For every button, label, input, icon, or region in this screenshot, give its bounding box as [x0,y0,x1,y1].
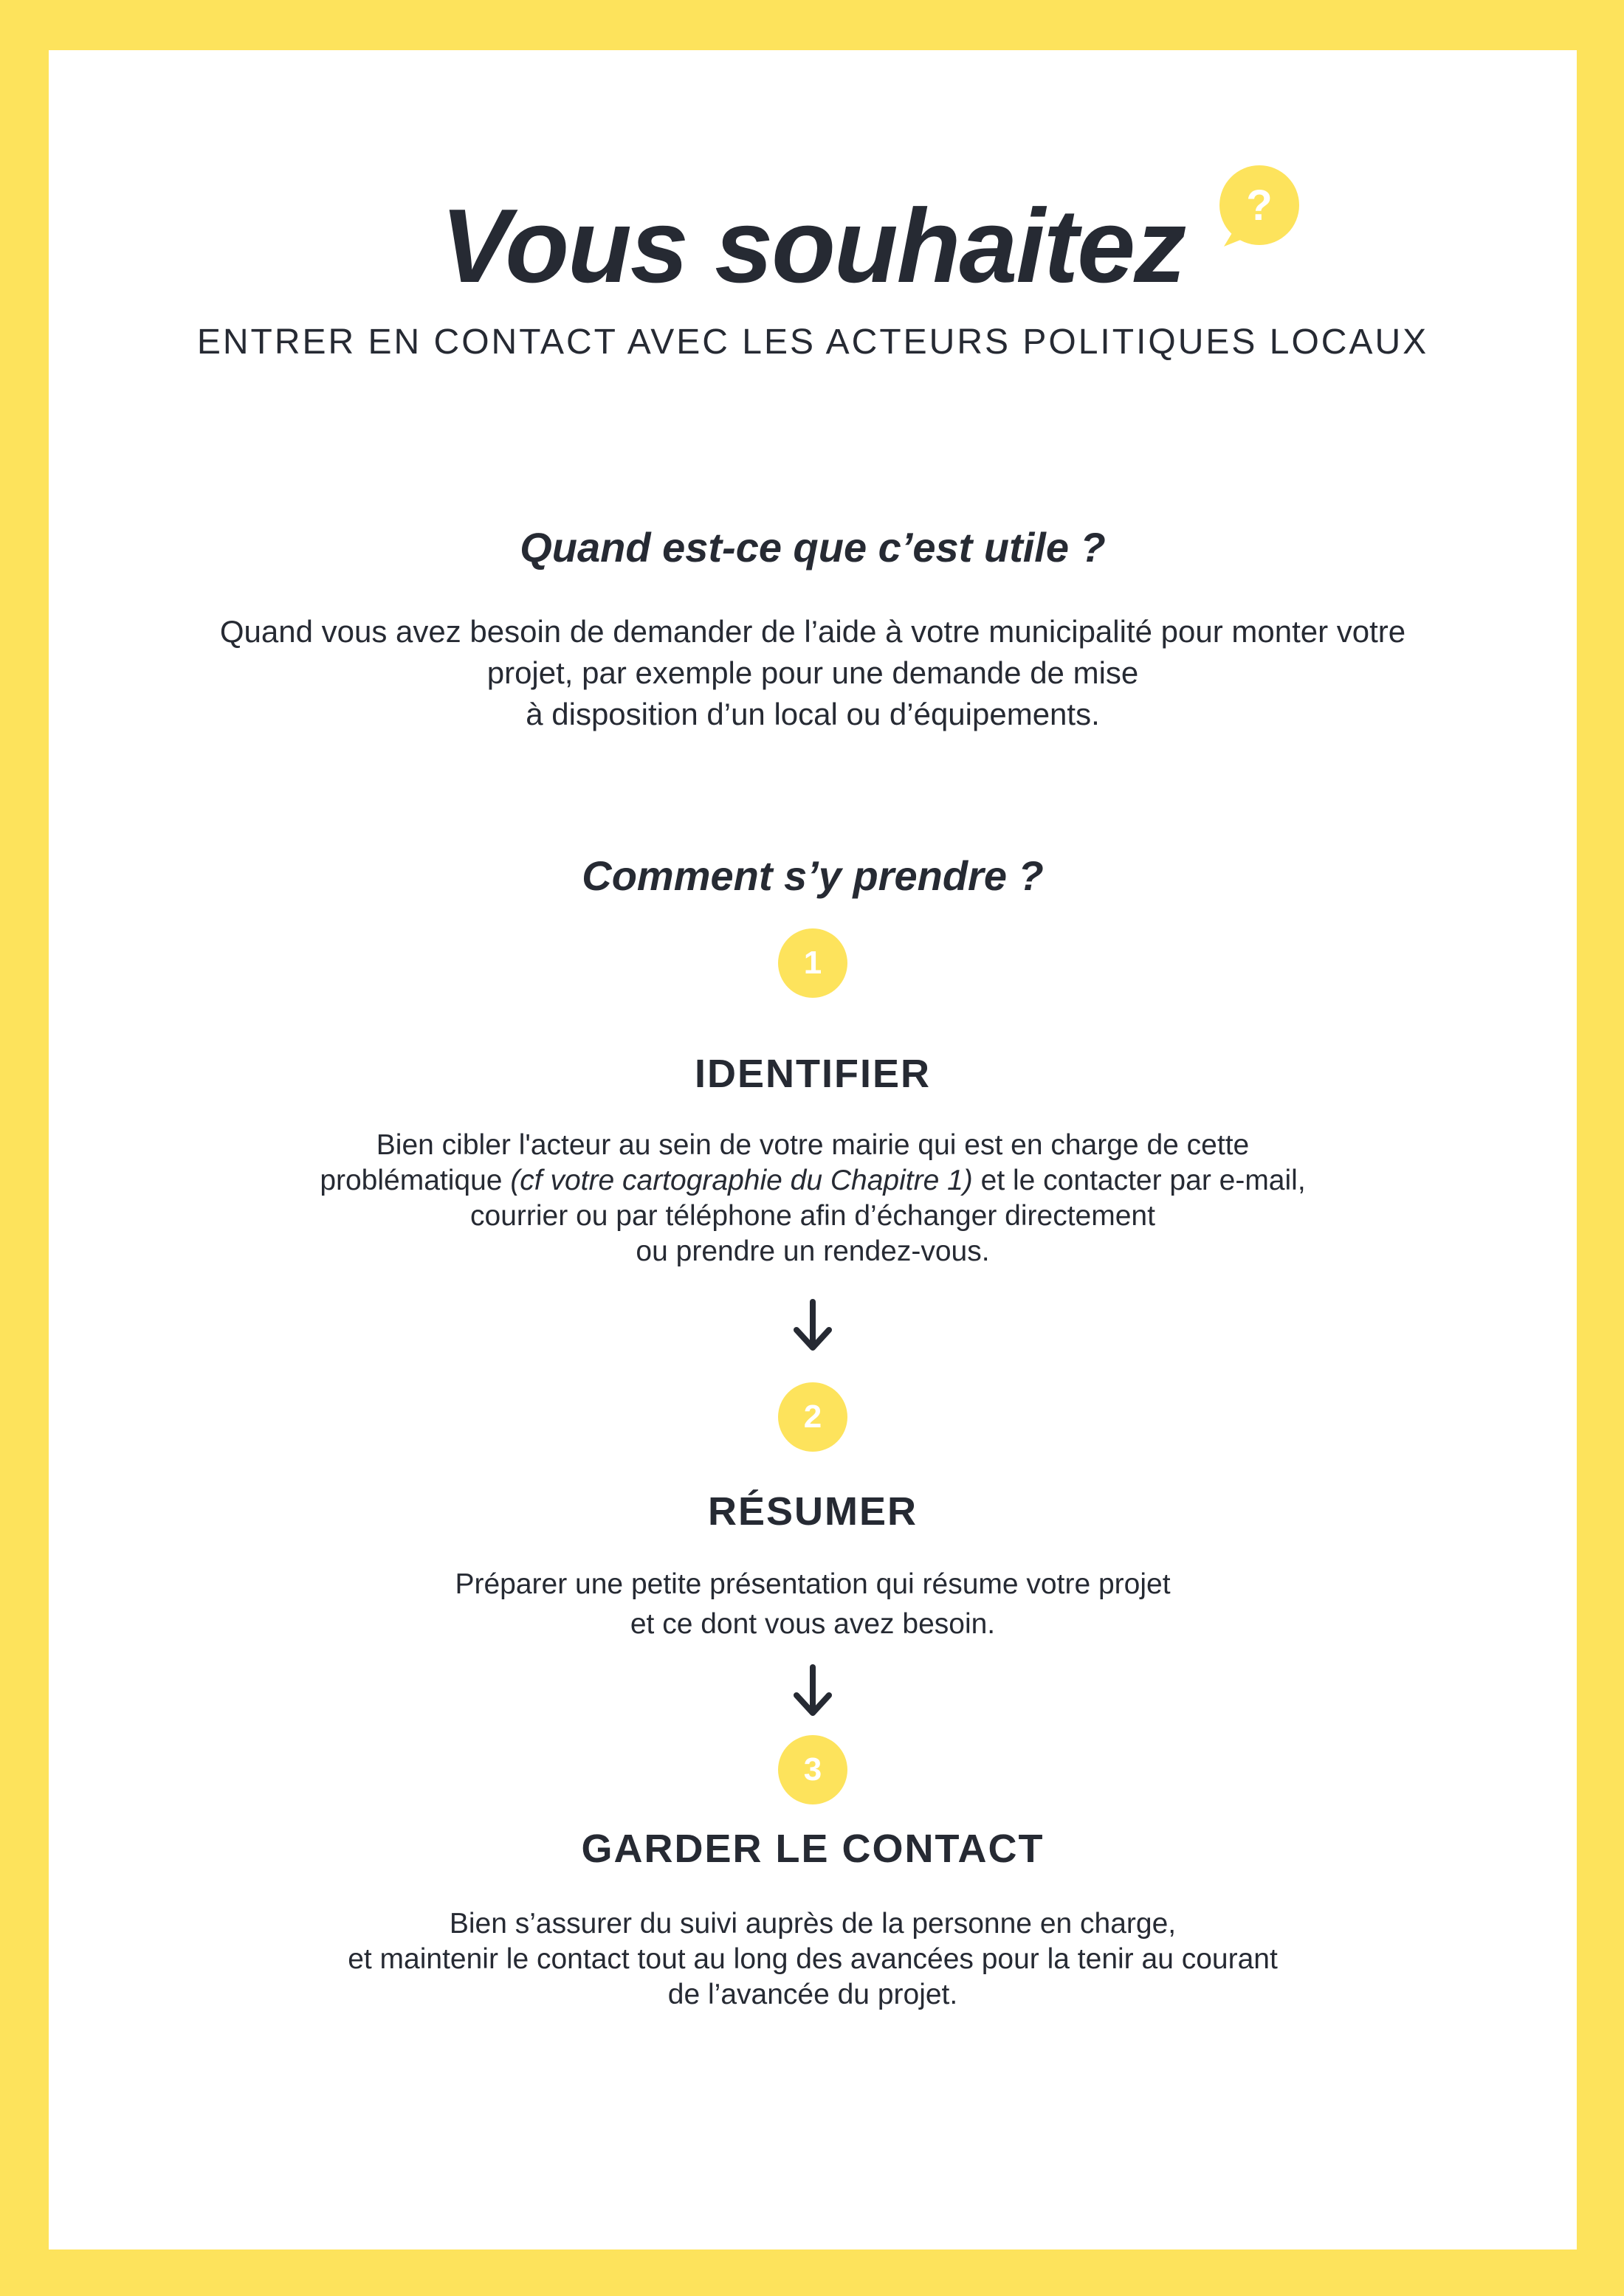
arrow-down-icon [791,1663,835,1720]
when-body [49,611,1577,735]
step-3-body [49,1906,1577,2013]
step-3-badge: 3 [778,1735,847,1804]
step-3-title: GARDER LE CONTACT [581,1827,1045,1871]
when-heading: Quand est-ce que c’est utile ? [520,524,1106,570]
bubble-glyph: ? [1246,182,1273,230]
document-page [49,50,1577,2250]
step-1-title: IDENTIFIER [694,1052,931,1096]
when-line: à disposition d’un local ou d’équipements. [526,697,1100,731]
page-title: Vous souhaitez [440,187,1186,305]
step-1-body [49,1128,1577,1269]
step-1-line [49,1163,1577,1199]
when-line: Quand vous avez besoin de demander de l’aide à votre municipalité pour monter votre [219,614,1406,649]
step-2-line: Préparer une petite présentation qui résume votre projet [455,1568,1171,1600]
step-2-line: et ce dont vous avez besoin. [630,1608,996,1640]
chapter-reference: (cf votre cartographie du Chapitre 1) [510,1165,973,1196]
step-2-body [49,1565,1577,1644]
arrow-down-icon [791,1297,835,1355]
step-1-badge: 1 [778,928,847,998]
how-heading: Comment s’y prendre ? [582,852,1044,899]
step-2-title: RÉSUMER [707,1489,918,1534]
step-2-badge: 2 [778,1382,847,1452]
step-1-text: et le contacter par e-mail, [972,1165,1306,1196]
step-1-text: problématique [320,1165,511,1196]
step-1-line: Bien cibler l'acteur au sein de votre mairie qui est en charge de cette [376,1129,1250,1161]
page-subtitle: ENTRER EN CONTACT AVEC LES ACTEURS POLITIQUES LOCAUX [196,323,1429,362]
step-1-line: courrier ou par téléphone afin d’échanger directement [470,1200,1155,1232]
question-bubble-icon [1217,164,1302,249]
step-3-line: et maintenir le contact tout au long des avancées pour la tenir au courant [348,1943,1278,1975]
when-line: projet, par exemple pour une demande de mise [486,655,1139,690]
step-3-line: de l’avancée du projet. [667,1979,958,2010]
step-3-line: Bien s’assurer du suivi auprès de la personne en charge, [449,1908,1177,1940]
step-1-line: ou prendre un rendez-vous. [636,1235,990,1267]
